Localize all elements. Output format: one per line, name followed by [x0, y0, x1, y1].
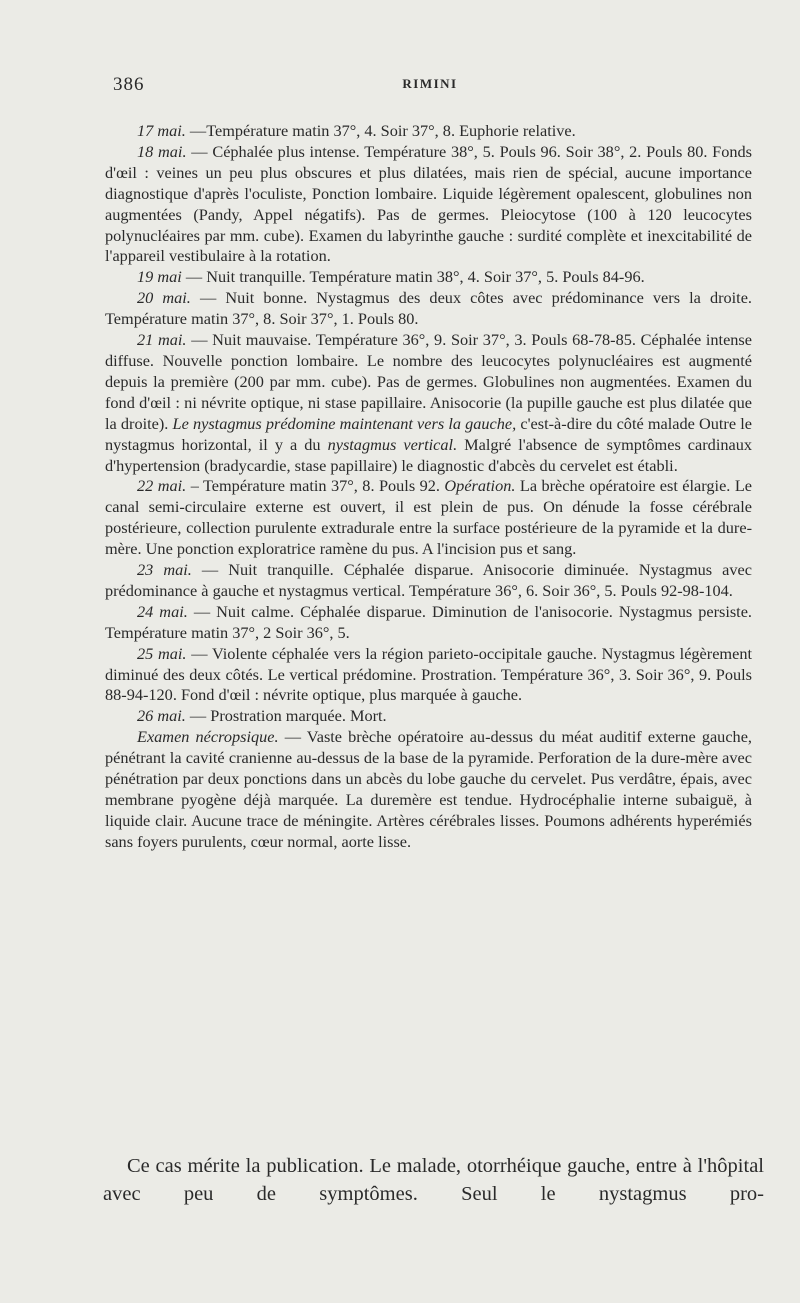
entry-text: Malgré l'absence de symptômes cardinaux d'hypertension (bradycardie, stase papillaire) le diagnostic d'abcès du cervelet est établi. [105, 434, 752, 475]
entry-date: 23 mai. [137, 560, 192, 580]
entry-19-mai [105, 267, 752, 288]
entry-text: — Prostration marquée. Mort. [189, 706, 387, 726]
entry-date: 22 mai. [137, 476, 187, 496]
entry-24-mai [105, 602, 752, 644]
entry-text: — Nuit calme. Céphalée disparue. Diminution de l'anisocorie. Nystagmus persiste. Température matin 37°, 2 Soir 36°, 5. [105, 601, 753, 642]
entry-text: — Violente céphalée vers la région parieto-occipitale gauche. Nystagmus légèrement diminué des deux côtés. Le vertical prédomine. Prostration. Température 36°, 3. Soir 36°, 9. Pouls 88-94-120. Fond d'œil : névrite optique, plus marquée à gauche. [105, 643, 752, 705]
entry-18-mai [105, 142, 752, 267]
entry-text: — Nuit mauvaise. Température 36°, 9. Soir 37°, 3. Pouls 68-78-85. Céphalée intense diffuse. Nouvelle ponction lombaire. Le nombre des leucocytes polynucléaires est augmenté depuis la première (200 par mm. cube). Pas de germes. Globulines non augmentées. Examen du fond d'œil : ni névrite optique, ni stase papillaire. Anisocorie (la pupille gauche est plus dilatée que la droite). [105, 330, 752, 433]
entry-23-mai [105, 560, 752, 602]
discussion-paragraph: Ce cas mérite la publication. Le malade, otorrhéique gauche, entre à l'hôpital avec peu de symptômes. Seul le nystagmus pro- [103, 1155, 764, 1205]
case-report-body [105, 121, 752, 853]
entry-text: — Nuit bonne. Nystagmus des deux côtes avec prédominance vers la droite. Température matin 37°, 8. Soir 37°, 1. Pouls 80. [105, 288, 752, 329]
entry-emphasis: Le nystagmus prédomine maintenant vers la gauche, [172, 413, 517, 433]
entry-17-mai [105, 121, 752, 142]
entry-date: 26 mai. [137, 706, 186, 726]
entry-22-mai [105, 476, 752, 560]
entry-date: 20 mai. [137, 288, 191, 308]
entry-text: — Nuit tranquille. Céphalée disparue. Anisocorie diminuée. Nystagmus avec prédominance à gauche et nystagmus vertical. Température 36°, 6. Soir 36°, 5. Pouls 92-98-104. [105, 560, 753, 600]
entry-date: Examen nécropsique. [137, 727, 279, 747]
entry-text: – Température matin 37°, 8. Pouls 92. [190, 476, 440, 496]
entry-date: 17 mai. [137, 121, 186, 140]
entry-date: 21 mai. [137, 330, 187, 350]
page-number: 386 [113, 74, 145, 95]
page-header [105, 72, 755, 102]
entry-text: — Vaste brèche opératoire au-dessus du méat auditif externe gauche, pénétrant la cavité cranienne au-dessus de la base de la pyramide. Perforation de la dure-mère avec pénétration par deux ponctions dans un abcès du lobe gauche du cervelet. Pus verdâtre, épais, avec membrane pyogène déjà marquée. La duremère est tendue. Hydrocéphalie interne subaiguë, à liquide clair. Aucune trace de méningite. Artères cérébrales lisses. Poumons adhérents hyperémiés sans foyers purulents, cœur normal, aorte lisse. [105, 727, 752, 851]
entry-26-mai [105, 706, 752, 727]
entry-emphasis: nystagmus vertical. [327, 434, 458, 454]
discussion-text [103, 1152, 764, 1236]
entry-text: La brèche opératoire est élargie. Le canal semi-circulaire externe est ouvert, il est plein de pus. On dénude la fosse cérébrale postérieure, collection purulente extradurale entre la surface postérieure de la pyramide et la dure-mère. Une ponction exploratrice ramène du pus. A l'incision pus et sang. [105, 476, 752, 559]
entry-date: 18 mai. [137, 141, 187, 161]
entry-date: 25 mai. [137, 643, 187, 663]
entry-date: 24 mai. [137, 601, 188, 621]
entry-21-mai [105, 330, 752, 476]
entry-emphasis: Opération. [444, 476, 516, 496]
running-title: RIMINI [402, 76, 458, 91]
entry-25-mai [105, 644, 752, 707]
entry-date: 19 mai [137, 267, 182, 287]
entry-text: — Céphalée plus intense. Température 38°, 5. Pouls 96. Soir 38°, 2. Pouls 80. Fonds d'œil : veines un peu plus obscures et plus dilatées, mais rien de spécial, aucune importance diagnostique d'après l'oculiste, Ponction lombaire. Liquide légèrement opalescent, globulines non augmentées (Pandy, Appel négatifs). Pas de germes. Pleiocytose (100 à 120 leucocytes polynucléaires par mm. cube). Examen du labyrinthe gauche : surdité complète et inexcitabilité de l'appareil vestibulaire à la rotation. [105, 141, 752, 266]
entry-text: —Température matin 37°, 4. Soir 37°, 8. Euphorie relative. [189, 121, 576, 140]
entry-examen-necropsique [105, 727, 752, 852]
entry-text: c'est-à-dire du côté malade Outre le nystagmus horizontal, il y a du [105, 413, 752, 454]
entry-20-mai [105, 288, 752, 330]
entry-text: — Nuit tranquille. Température matin 38°, 4. Soir 37°, 5. Pouls 84-96. [185, 267, 645, 287]
